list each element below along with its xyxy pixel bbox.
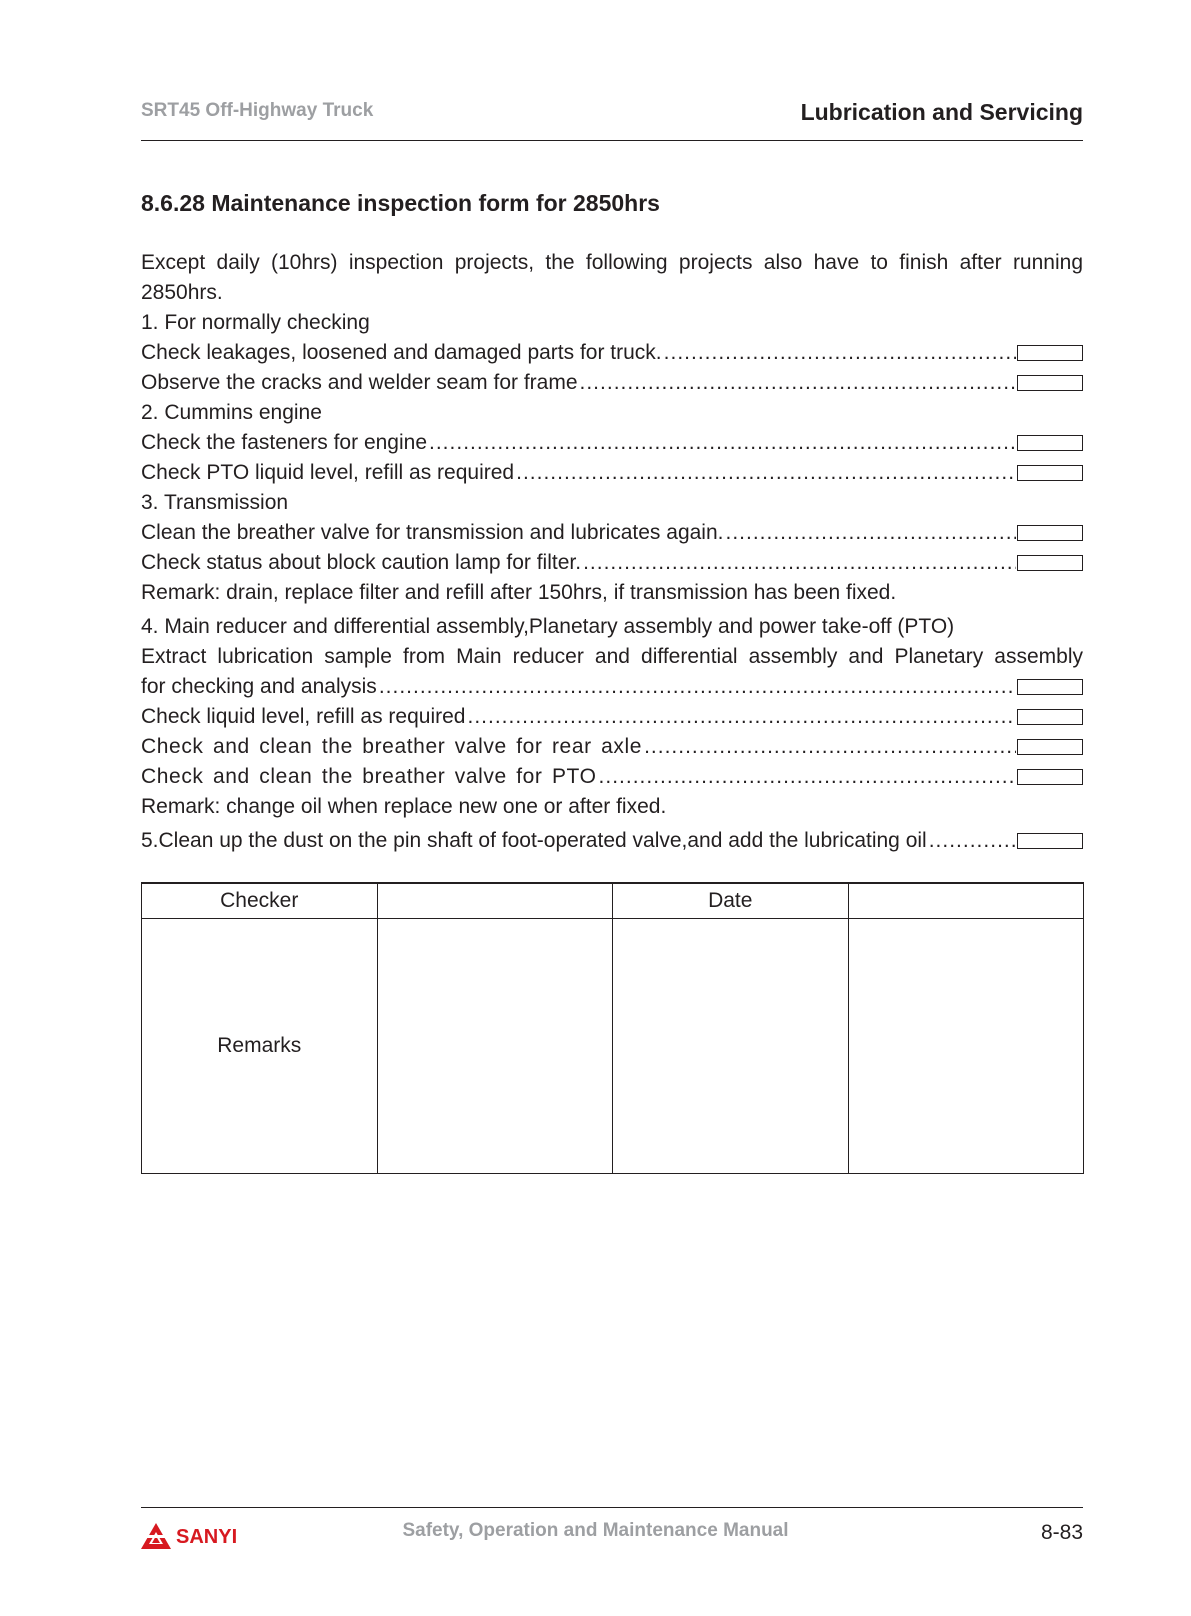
table-row xyxy=(142,883,1084,919)
checklist-item xyxy=(141,428,1083,458)
dot-leader xyxy=(379,672,1016,702)
checklist-item xyxy=(141,672,1083,702)
checklist-item-label: Observe the cracks and welder seam for frame xyxy=(141,371,578,394)
checklist-item-label: Check liquid level, refill as required xyxy=(141,705,466,728)
header-chapter-title: Lubrication and Servicing xyxy=(800,99,1083,125)
intro-paragraph: Except daily (10hrs) inspection projects, the following projects also have to finish after running 2850hrs. xyxy=(141,251,1083,304)
checklist-item-label: for checking and analysis xyxy=(141,675,377,698)
checklist-item-label: Check PTO liquid level, refill as required xyxy=(141,461,515,484)
check-box[interactable] xyxy=(1017,833,1083,849)
checklist-item xyxy=(141,702,1083,732)
checker-label: Checker xyxy=(142,883,378,919)
group-heading: 1. For normally checking xyxy=(141,311,370,334)
checklist-item xyxy=(141,368,1083,398)
check-box[interactable] xyxy=(1017,375,1083,391)
remark-text: Remark: change oil when replace new one or after fixed. xyxy=(141,795,667,818)
footer-manual-title: Safety, Operation and Maintenance Manual xyxy=(402,1520,789,1541)
checklist-item-label: Check the fasteners for engine xyxy=(141,431,428,454)
checklist-item xyxy=(141,458,1083,488)
date-field[interactable] xyxy=(848,883,1084,919)
check-box[interactable] xyxy=(1017,345,1083,361)
group-heading: 3. Transmission xyxy=(141,491,289,514)
check-box[interactable] xyxy=(1017,679,1083,695)
footer-divider xyxy=(141,1507,1083,1508)
remarks-label: Remarks xyxy=(142,919,378,1174)
check-box[interactable] xyxy=(1017,435,1083,451)
check-box[interactable] xyxy=(1017,525,1083,541)
section-title: 8.6.28 Maintenance inspection form for 2850hrs xyxy=(141,190,660,216)
dot-leader xyxy=(644,732,1016,762)
remark-text: Remark: drain, replace filter and refill after 150hrs, if transmission has been fixed. xyxy=(141,581,897,604)
checklist-item-label: Check leakages, loosened and damaged parts for truck. xyxy=(141,341,662,364)
page-number: 8-83 xyxy=(1040,1521,1083,1544)
checklist-item xyxy=(141,518,1083,548)
inspection-content xyxy=(141,248,1083,856)
dot-leader xyxy=(664,338,1016,368)
checklist-item-label: Check and clean the breather valve for rear axle xyxy=(141,735,643,758)
remarks-field[interactable] xyxy=(377,919,613,1174)
table-row xyxy=(142,919,1084,1174)
check-box[interactable] xyxy=(1017,555,1083,571)
signoff-table xyxy=(141,882,1084,1174)
check-box[interactable] xyxy=(1017,709,1083,725)
checklist-item xyxy=(141,762,1083,792)
checklist-item-label: 5.Clean up the dust on the pin shaft of foot-operated valve,and add the lubricating oil xyxy=(141,829,927,852)
date-label: Date xyxy=(613,883,849,919)
group-paragraph: Extract lubrication sample from Main reducer and differential assembly and Planetary assembly xyxy=(141,645,1083,668)
checklist-item xyxy=(141,338,1083,368)
remarks-field[interactable] xyxy=(613,919,849,1174)
group-heading: 4. Main reducer and differential assembly,Planetary assembly and power take-off (PTO) xyxy=(141,615,955,638)
checklist-item xyxy=(141,826,1083,856)
dot-leader xyxy=(599,762,1016,792)
header-divider xyxy=(141,140,1083,141)
dot-leader xyxy=(583,548,1016,578)
dot-leader xyxy=(468,702,1017,732)
check-box[interactable] xyxy=(1017,739,1083,755)
remarks-field[interactable] xyxy=(848,919,1084,1174)
checker-field[interactable] xyxy=(377,883,613,919)
header-product-name: SRT45 Off-Highway Truck xyxy=(141,100,374,121)
group-heading: 2. Cummins engine xyxy=(141,401,322,424)
check-box[interactable] xyxy=(1017,465,1083,481)
dot-leader xyxy=(516,458,1016,488)
dot-leader xyxy=(725,518,1016,548)
checklist-item-label: Check status about block caution lamp for filter. xyxy=(141,551,582,574)
checklist-item xyxy=(141,732,1083,762)
checklist-item-label: Clean the breather valve for transmission and lubricates again. xyxy=(141,521,724,544)
dot-leader xyxy=(929,826,1016,856)
checklist-item-label: Check and clean the breather valve for PTO xyxy=(141,765,597,788)
dot-leader xyxy=(429,428,1016,458)
brand-name: SANYI xyxy=(176,1525,238,1548)
checklist-item xyxy=(141,548,1083,578)
dot-leader xyxy=(580,368,1016,398)
check-box[interactable] xyxy=(1017,769,1083,785)
